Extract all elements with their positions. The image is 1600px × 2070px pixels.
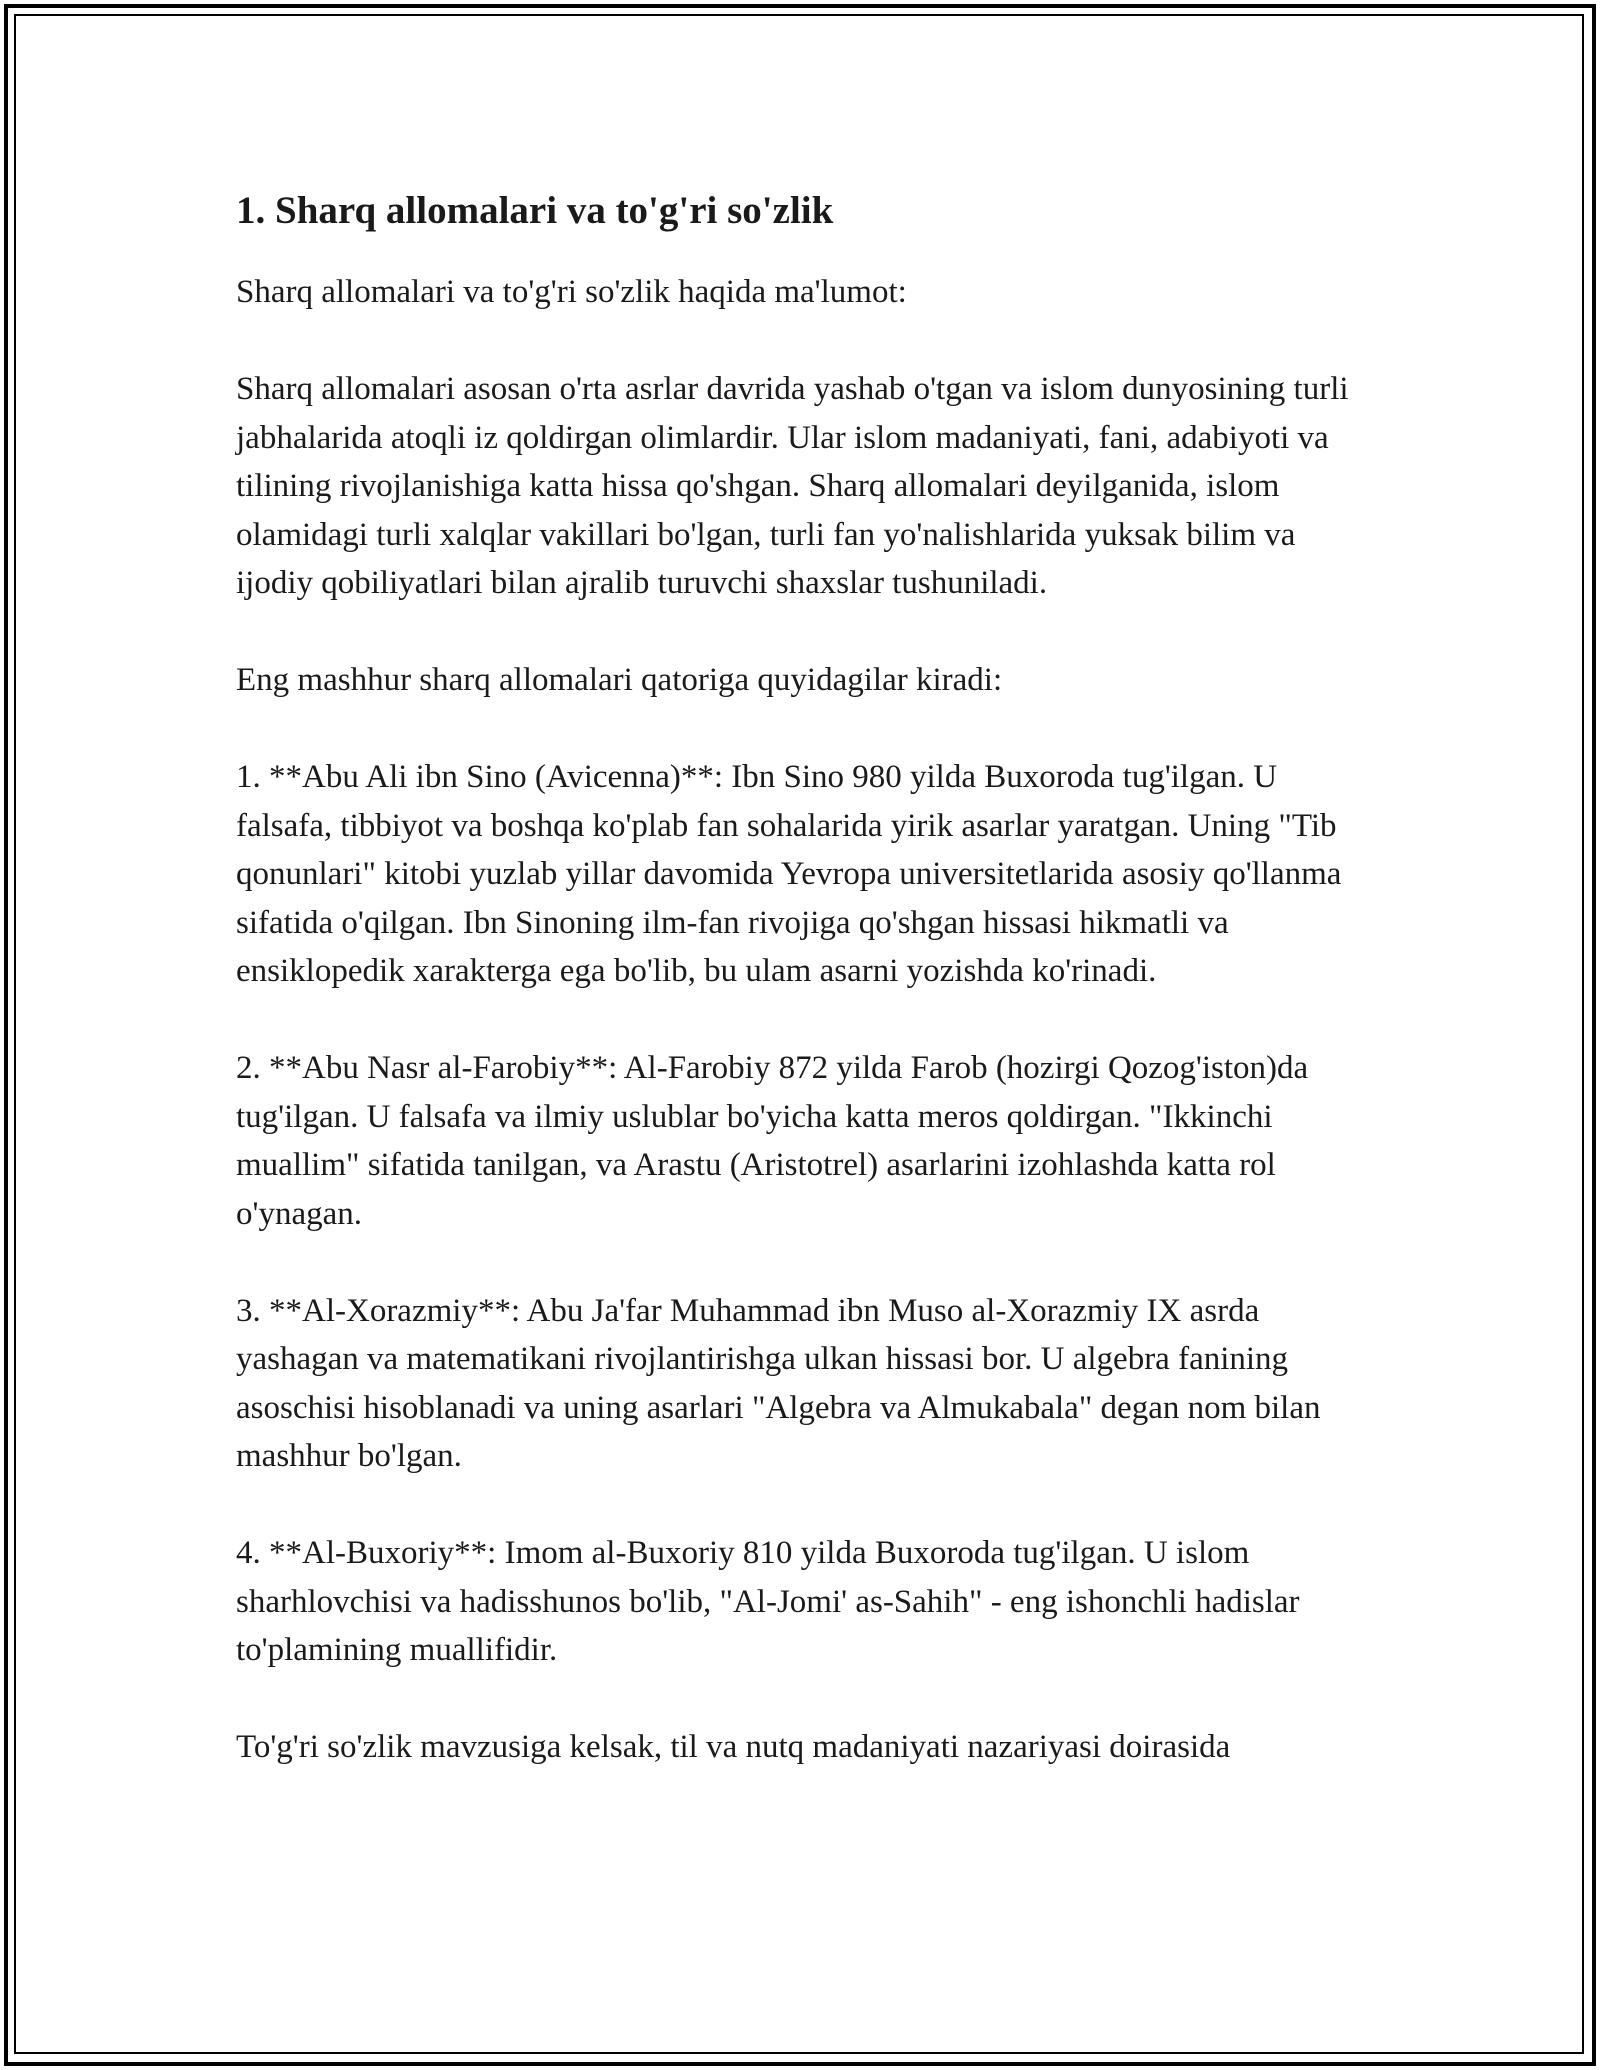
overview-paragraph: Sharq allomalari asosan o'rta asrlar davrida yashab o'tgan va islom dunyosining turli jabhalarida atoqli iz qoldirgan olimlardir. Ular islom madaniyati, fani, adabiyoti va tilining rivojlanishiga katta hissa qo'shgan. Sharq allomalari deyilganida, islom olamidagi turli xalqlar vakillari bo'lgan, turli fan yo'nalishlarida yuksak bilim va ijodiy qobiliyatlari bilan ajralib turuvchi shaxslar tushuniladi. xyxy=(236,371,1349,601)
list-item-ibn-sino: 1. **Abu Ali ibn Sino (Avicenna)**: Ibn Sino 980 yilda Buxoroda tug'ilgan. U falsafa, tibbiyot va boshqa ko'plab fan sohalarida yirik asarlar yaratgan. Uning "Tib qonunlari" kitobi yuzlab yillar davomida Yevropa universitetlarida asosiy qo'llanma sifatida o'qilgan. Ibn Sinoning ilm-fan rivojiga qo'shgan hissasi hikmatli va ensiklopedik xarakterga ega bo'lib, bu ulam asarni yozishda ko'rinadi. xyxy=(236,759,1342,989)
intro-paragraph: Sharq allomalari va to'g'ri so'zlik haqida ma'lumot: xyxy=(236,274,907,310)
list-item-xorazmiy: 3. **Al-Xorazmiy**: Abu Ja'far Muhammad ibn Muso al-Xorazmiy IX asrda yashagan va matematikani rivojlantirishga ulkan hissasi bor. U algebra fanining asoschisi hisoblanadi va uning asarlari "Algebra va Almukabala" degan nom bilan mashhur bo'lgan. xyxy=(236,1292,1321,1474)
closing-paragraph: To'g'ri so'zlik mavzusiga kelsak, til va nutq madaniyati nazariyasi doirasida xyxy=(236,1729,1231,1765)
list-item-farobiy: 2. **Abu Nasr al-Farobiy**: Al-Farobiy 872 yilda Farob (hozirgi Qozog'iston)da tug'ilgan. U falsafa va ilmiy uslublar bo'yicha katta meros qoldirgan. "Ikkinchi muallim" sifatida tanilgan, va Arastu (Aristotrel) asarlarini izohlashda katta rol o'ynagan. xyxy=(236,1050,1309,1232)
list-item-buxoriy: 4. **Al-Buxoriy**: Imom al-Buxoriy 810 yilda Buxoroda tug'ilgan. U islom sharhlovchisi va hadisshunos bo'lib, "Al-Jomi' as-Sahih" - eng ishonchli hadislar to'plamining muallifidir. xyxy=(236,1535,1300,1668)
section-heading: 1. Sharq allomalari va to'g'ri so'zlik xyxy=(236,189,834,232)
list-intro-paragraph: Eng mashhur sharq allomalari qatoriga quyidagilar kiradi: xyxy=(236,662,1003,698)
document-body xyxy=(236,186,1376,1820)
